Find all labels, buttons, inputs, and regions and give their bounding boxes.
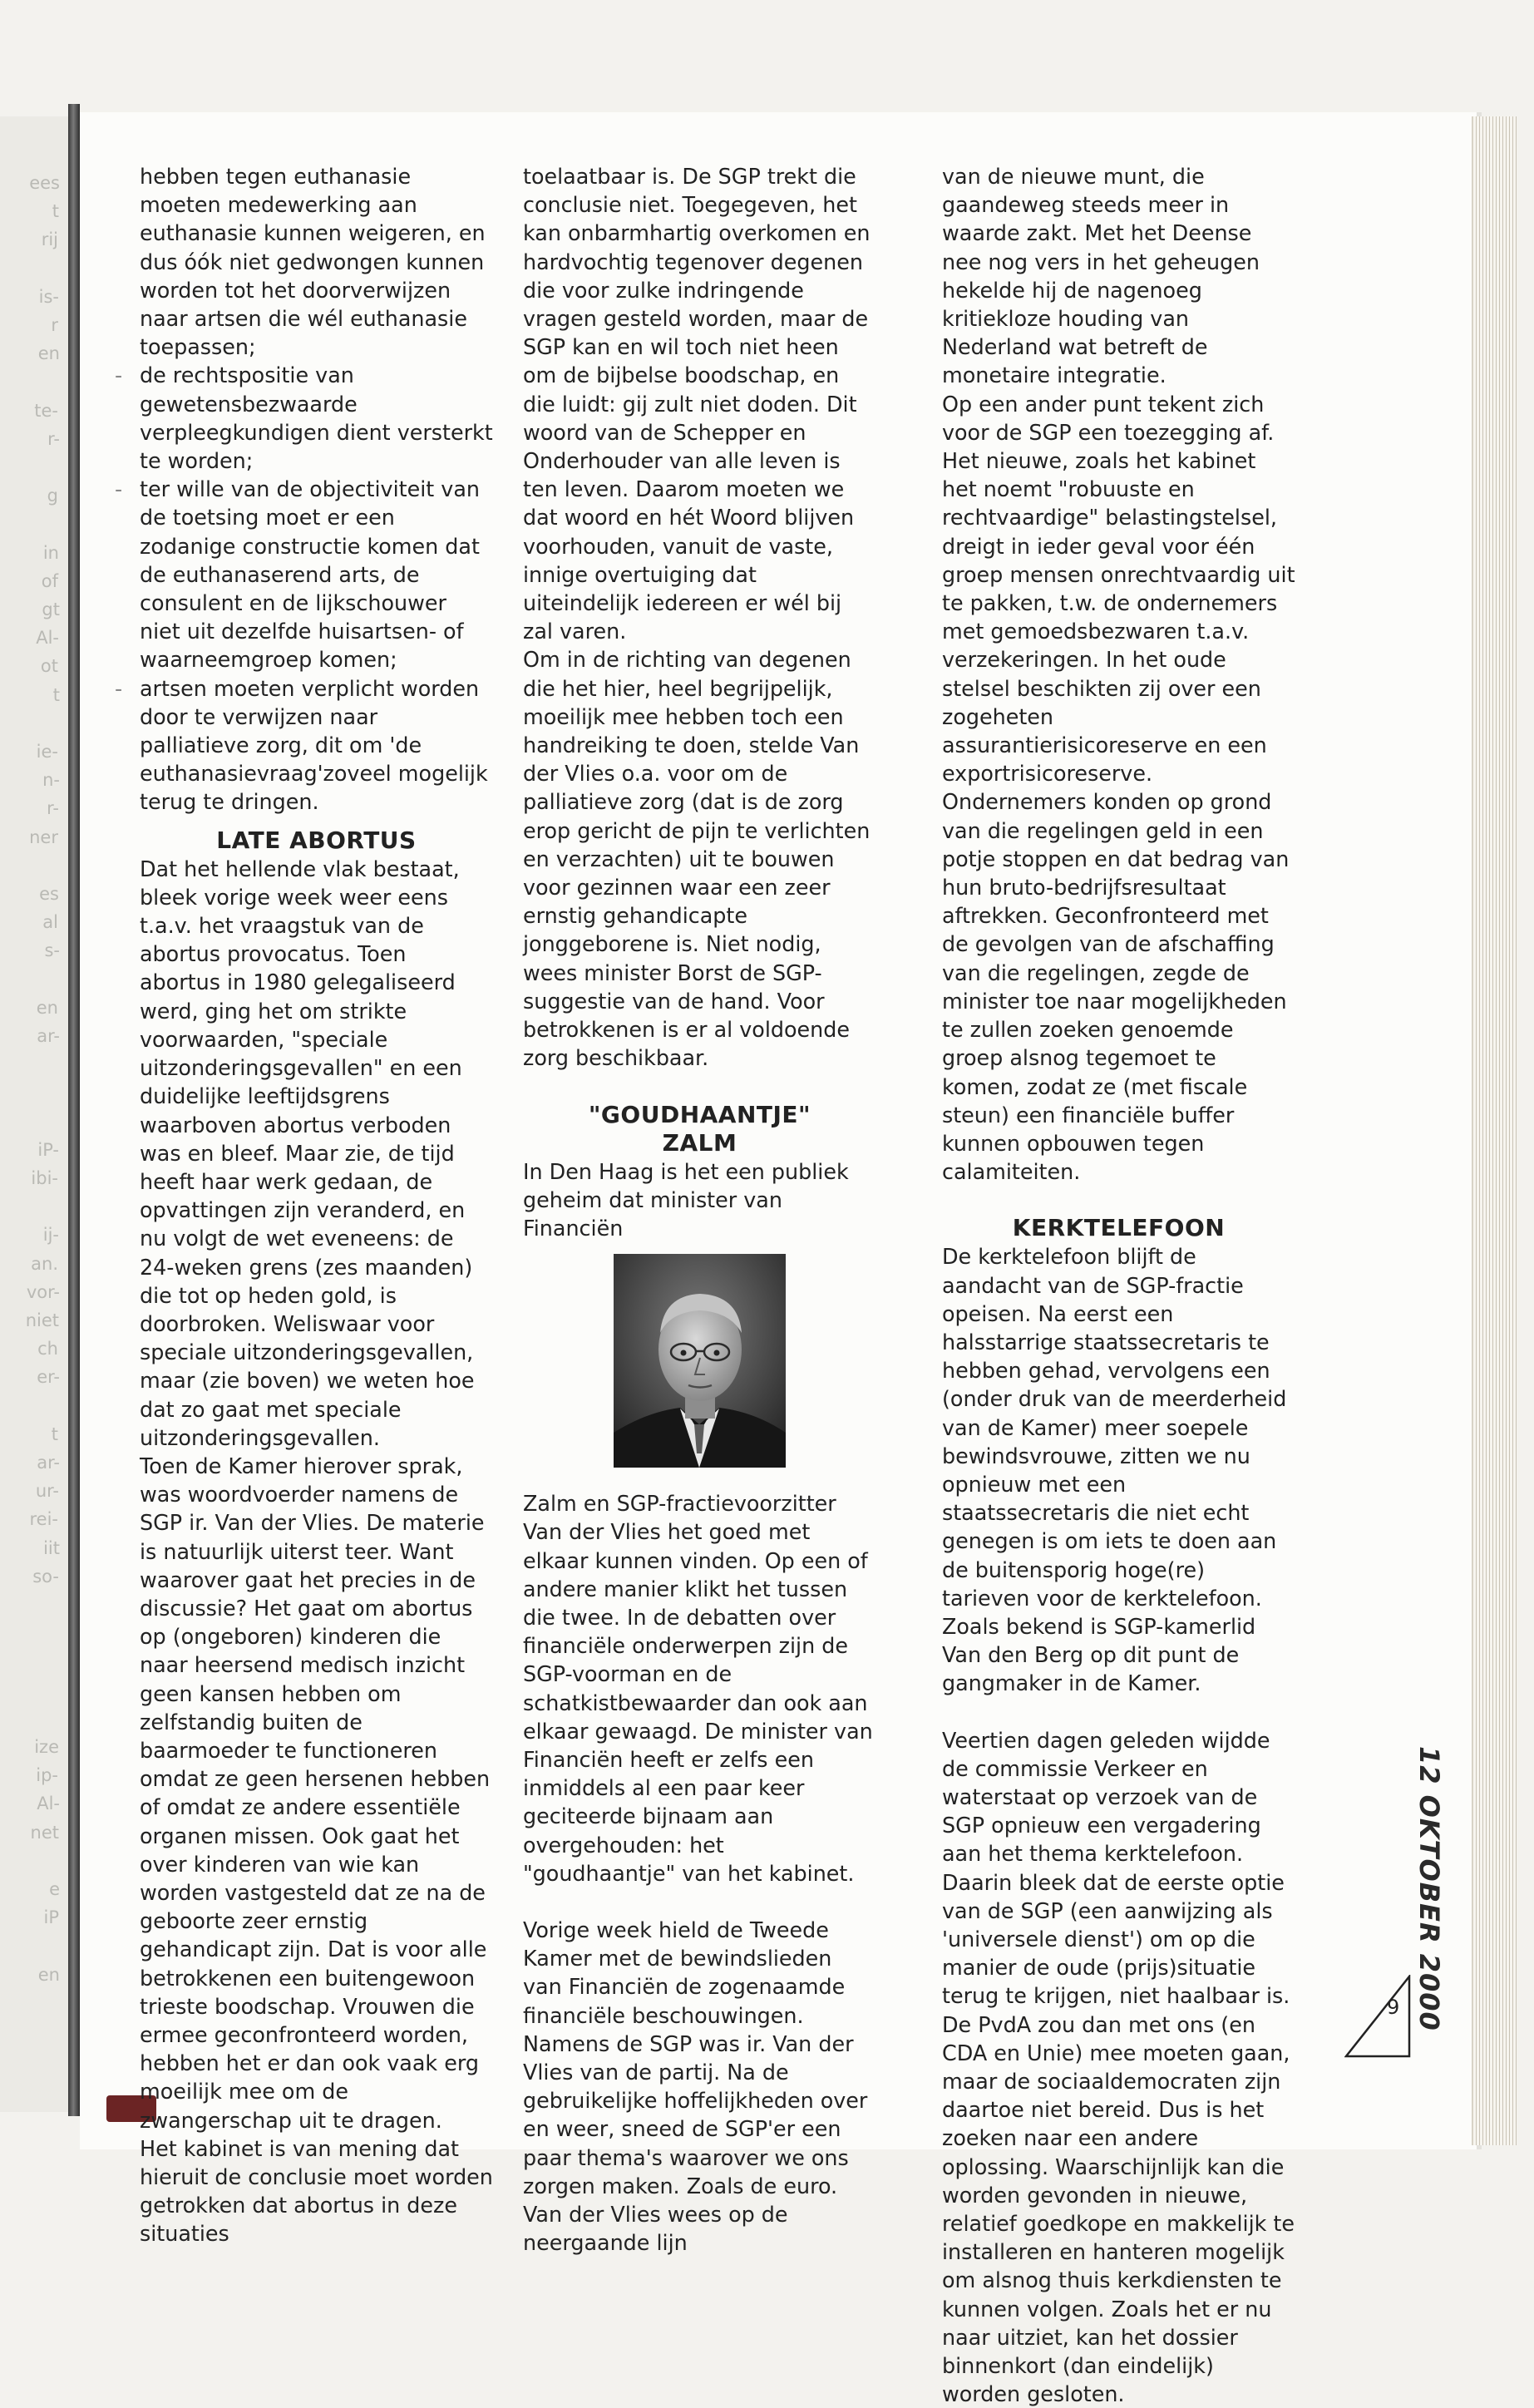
previous-page-fragment: of (41, 570, 58, 591)
paragraph: Vorige week hield de Tweede Kamer met de bewindslieden van Financiën de zogenaamde financiële beschouwingen. Namens de SGP was ir. Van der Vlies van de partij. Na de gebruikelijke hoffelijkheden over en weer, sneed de SGP'er een paar thema's waarover we ons zorgen maken. Zoals de euro. Van der Vlies wees op de neergaande lijn (523, 1917, 868, 2256)
previous-page-fragment: r- (47, 798, 59, 819)
portrait-photo (614, 1254, 786, 1468)
previous-page-fragment: g (47, 486, 58, 506)
list-item-text: artsen moeten verplicht worden door te verwijzen naar palliatieve zorg, dit om 'de euthanasievraag'zoveel mogelijk terug te dringen. (140, 675, 488, 815)
book-spine (68, 104, 80, 2116)
previous-page-fragment: en (37, 343, 60, 364)
previous-page-fragment: so- (32, 1566, 59, 1586)
previous-page-fragment: Al- (37, 1794, 60, 1814)
previous-page-fragment: r- (47, 428, 60, 449)
previous-page-fragment: rij (41, 229, 58, 250)
bullet: - (115, 363, 123, 388)
previous-page-fragment: t (52, 201, 59, 222)
list-item (115, 475, 493, 674)
previous-page-fragment: s- (44, 940, 60, 961)
previous-page-fragment: iP (43, 1907, 59, 1928)
previous-page-fragment: gt (42, 600, 60, 619)
previous-page-fragment: r (51, 315, 58, 335)
previous-page-edge (0, 116, 68, 2112)
previous-page-fragment: ner (29, 827, 58, 847)
heading-line: ZALM (662, 1128, 737, 1157)
previous-page-fragment: ip- (36, 1765, 58, 1786)
list-item (115, 674, 493, 817)
paragraph: Op een ander punt tekent zich voor de SGP een toezegging af. Het nieuwe, zoals het kabinet het noemt "robuuste en rechtvaardige" belastingstelsel, dreigt in ieder geval voor één groep mensen onrechtvaardig uit te pakken, t.w. de ondernemers met gemoedsbezwaren t.a.v. verzekeringen. In het oude stelsel beschikten zij over een zogeheten assurantierisicoreserve en een exportrisicoreserve. Ondernemers konden op grond van die regelingen geld in een potje stoppen en dat bedrag van hun bruto-bedrijfsresultaat aftrekken. Geconfronteerd met de gevolgen van de afschaffing van die regelingen, zegde de minister toe naar mogelijkheden te zullen zoeken genoemde groep alsnog tegemoet te komen, zodat ze (met fiscale steun) een financiële buffer kunnen opbouwen tegen calamiteiten. (942, 391, 1295, 1185)
bullet: - (115, 675, 123, 701)
previous-page-fragment: is- (38, 286, 59, 307)
paragraph: Toen de Kamer hierover sprak, was woordvoerder namens de SGP ir. Van der Vlies. De materie is natuurlijk uiterst teer. Want waarover gaat het precies in de discussie? Het gaat om abortus op (ongeboren) kinderen die naar heersend medisch inzicht geen kansen hebben om zelfstandig buiten de baarmoeder te functioneren omdat ze geen hersenen hebben of omdat ze andere essentiële organen missen. Ook gaat het over kinderen van wie kan worden vastgesteld dat ze na de geboorte zeer ernstig gehandicapt zijn. Dat is voor alle betrokkenen een buitengewoon trieste boodschap. Vrouwen die ermee geconfronteerd worden, hebben het er dan ook vaak erg moeilijk mee om de zwangerschap uit te dragen. (140, 1453, 491, 2133)
paragraph: In Den Haag is het een publiek geheim dat minister van Financiën (523, 1158, 849, 1241)
previous-page-fragment: ch (37, 1339, 58, 1359)
previous-page-fragment: t (51, 1424, 58, 1444)
list-item (140, 162, 493, 361)
paragraph: van de nieuwe munt, die gaandeweg steeds meer in waarde zakt. Met het Deense nee nog vers in het geheugen hekelde hij de nagenoeg kritiekloze houding van Nederland wat betreft de monetaire integratie. (942, 164, 1260, 388)
previous-page-fragment: n- (42, 770, 60, 791)
previous-page-fragment: te- (34, 400, 58, 421)
previous-page-fragment: ees (29, 173, 60, 193)
paragraph: Om in de richting van degenen die het hier, heel begrijpelijk, moeilijk mee hebben toch een handreiking te doen, stelde Van der Vlies o.a. voor om de palliatieve zorg (dat is de zorg erop gericht de pijn te verlichten en verzachten) uit te bouwen voor gezinnen waar een zeer ernstig gehandicapte jonggeborene is. Niet nodig, wees minister Borst de SGP-suggestie van de hand. Voor betrokkenen is er al voldoende zorg beschikbaar. (523, 647, 871, 1071)
previous-page-fragment: an. (31, 1253, 58, 1274)
previous-page-fragment: ar- (37, 1026, 60, 1046)
list-item-text: ter wille van de objectiviteit van de toetsing moet er een zodanige constructie komen dat de euthanaserend arts, de consulent en de lijkschouwer niet uit dezelfde huisartsen- of waarneemgroep komen; (140, 476, 480, 673)
paragraph: Het kabinet is van mening dat hieruit de conclusie moet worden getrokken dat abortus in deze situaties (140, 2135, 493, 2247)
page-corner-triangle (1344, 1975, 1411, 2058)
previous-page-fragment: net (30, 1822, 59, 1843)
previous-page-fragment: iit (43, 1537, 60, 1558)
previous-page-fragment: ie- (36, 742, 58, 762)
column-1 (115, 162, 493, 2248)
paragraph: Dat het hellende vlak bestaat, bleek vorige week weer eens t.a.v. het vraagstuk van de abortus provocatus. Toen abortus in 1980 gelegaliseerd werd, ging het om strikte voorwaarden, "speciale uitzonderingsgevallen" en een duidelijke leeftijdsgrens waarboven abortus verboden was en bleef. Maar zie, de tijd heeft haar werk gedaan, de opvattingen zijn veranderd, en nu volgt de wet eveneens: de 24-weken grens (zes maanden) die tot op heden gold, is doorbroken. Weliswaar voor speciale uitzonderingsgevallen, maar (zie boven) we weten hoe dat zo gaat met speciale uitzonderingsgevallen. (140, 856, 475, 1450)
previous-page-fragment: ur- (35, 1481, 59, 1502)
previous-page-fragment: t (52, 684, 60, 705)
previous-page-fragment: niet (25, 1310, 59, 1330)
section-heading-kerktelefoon: KERKTELEFOON (1012, 1214, 1226, 1242)
previous-page-fragment: ij- (42, 1225, 59, 1246)
bullet: - (115, 476, 123, 502)
issue-date: 12 OKTOBER 2000 (1413, 1746, 1445, 2031)
column-3 (942, 162, 1295, 2408)
previous-page-fragment: ibi- (31, 1168, 58, 1188)
previous-page-fragment: en (37, 1964, 60, 1985)
previous-page-fragment: en (36, 997, 58, 1018)
previous-page-fragment: Al- (36, 628, 59, 649)
page-stack-edge (1472, 116, 1517, 2145)
previous-page-fragment: vor- (26, 1281, 60, 1302)
page-number: 9 (1387, 1996, 1400, 2019)
previous-page-fragment: es (39, 884, 59, 904)
list-item (115, 361, 493, 475)
paragraph: Veertien dagen geleden wijdde de commissie Verkeer en waterstaat op verzoek van de SGP opnieuw een vergadering aan het thema kerktelefoon. Daarin bleek dat de eerste optie van de SGP (een aanwijzing als 'universele dienst') om op die manier de oude (prijs)situatie terug te krijgen, niet haalbaar is. De PvdA zou dan met ons (en CDA en Unie) mee moeten gaan, maar de sociaaldemocraten zijn daartoe niet bereid. Dus is het zoeken naar een andere oplossing. Waarschijnlijk kan die worden gevonden in nieuwe, relatief goedkope en makkelijk te installeren en hanteren mogelijk om alsnog thuis kerkdiensten te kunnen volgen. Zoals het er nu naar uitziet, kan het dossier binnenkort (dan eindelijk) worden gesloten. (942, 1727, 1295, 2407)
previous-page-fragment: er- (37, 1367, 60, 1388)
previous-page-fragment: in (42, 542, 59, 563)
previous-page-fragment: e (49, 1879, 60, 1899)
previous-page-fragment: rei- (29, 1509, 58, 1530)
previous-page-fragment: ize (34, 1737, 59, 1757)
heading-line: "GOUDHAANTJE" (588, 1100, 811, 1128)
column-2 (523, 162, 876, 2257)
paragraph: De kerktelefoon blijft de aandacht van de SGP-fractie opeisen. Na eerst een halsstarrige staatssecretaris te hebben gehad, vervolgens een (onder druk van de meerderheid van de Kamer) meer soepele bewindsvrouwe, zitten we nu opnieuw met een staatssecretaris die niet echt genegen is om iets te doen aan de buitensporig hoge(re) tarieven voor de kerktelefoon. Zoals bekend is SGP-kamerlid Van den Berg op dit punt de gangmaker in de Kamer. (942, 1244, 1287, 1696)
previous-page-fragment: al (42, 912, 58, 933)
previous-page-fragment: ar- (37, 1453, 60, 1473)
section-heading-goudhaantje (523, 1101, 876, 1157)
previous-page-fragment: ot (40, 656, 58, 677)
paragraph: Zalm en SGP-fractievoorzitter Van der Vlies het goed met elkaar kunnen vinden. Op een of andere manier klikt het tussen die twee. In de debatten over financiële onderwerpen zijn de SGP-voorman en de schatkistbewaarder dan ook aan elkaar gewaagd. De minister van Financiën heeft er zelfs een inmiddels al een paar keer geciteerde bijnaam aan overgehouden: het "goudhaantje" van het kabinet. (523, 1491, 873, 1886)
list-item-text: de rechtspositie van gewetensbezwaarde verpleegkundigen dient versterkt te worden; (140, 363, 493, 474)
section-heading-late-abortus: LATE ABORTUS (216, 826, 417, 854)
paragraph: toelaatbaar is. De SGP trekt die conclusie niet. Toegegeven, het kan onbarmhartig overkomen en hardvochtig tegenover degenen die voor zulke indringende vragen gesteld worden, maar de SGP kan en wil toch niet heen om de bijbelse boodschap, en die luidt: gij zult niet doden. Dit woord van de Schepper en Onderhouder van alle leven is ten leven. Daarom moeten we dat woord en hét Woord blijven voorhouden, vanuit de vaste, innige overtuiging dat uiteindelijk iedereen er wél bij zal varen. (523, 164, 871, 644)
previous-page-fragment: iP- (37, 1139, 59, 1160)
list-item-text: hebben tegen euthanasie moeten medewerking aan euthanasie kunnen weigeren, en dus óók niet gedwongen kunnen worden tot het doorverwijzen naar artsen die wél euthanasie toepassen; (140, 164, 486, 360)
